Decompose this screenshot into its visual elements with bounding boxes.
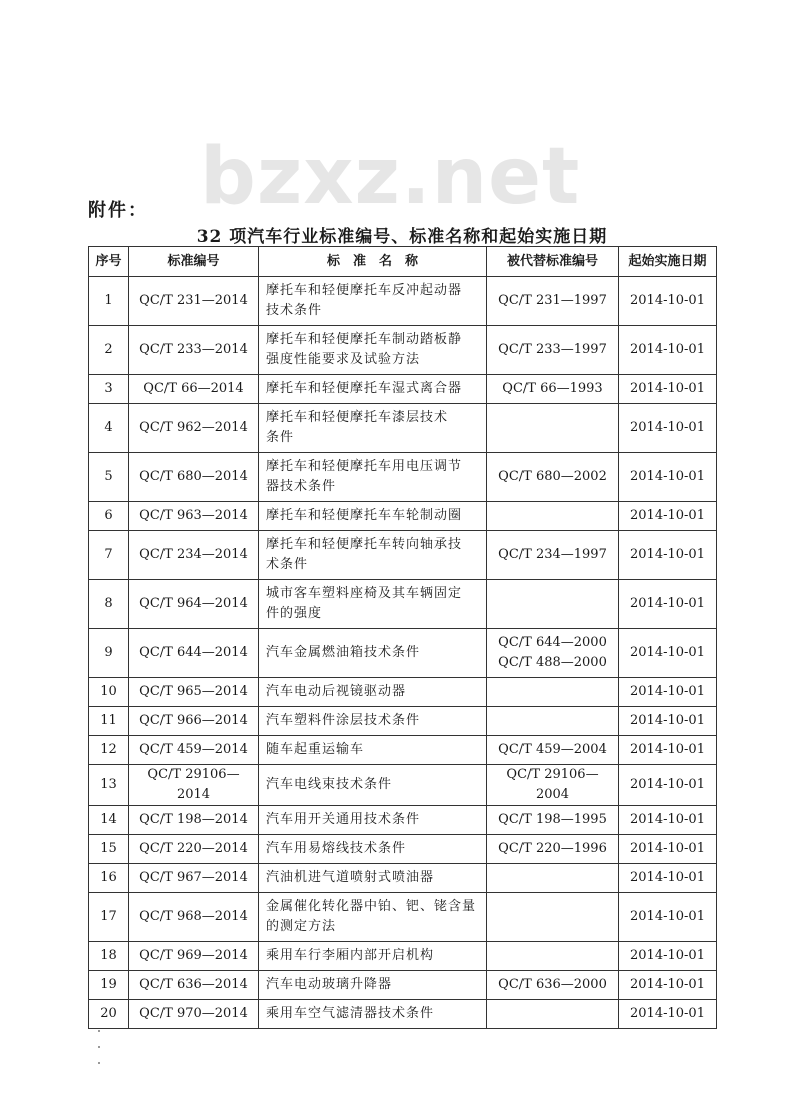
cell-index: 8 <box>89 580 129 629</box>
table-row <box>89 629 717 678</box>
std-name-line-1: 随车起重运输车 <box>266 742 365 757</box>
cell-replaced <box>487 765 619 806</box>
std-name-line-1: 乘用车空气滤清器技术条件 <box>266 1006 435 1021</box>
table-row <box>89 502 717 531</box>
cell-replaced <box>487 453 619 502</box>
cell-index: 20 <box>89 1000 129 1029</box>
std-name-line-2: 件的强度 <box>266 606 323 621</box>
std-name-line-2: 强度性能要求及试验方法 <box>266 352 421 367</box>
std-name-line-1: 汽车电动后视镜驱动器 <box>266 684 407 699</box>
cell-std-name <box>259 707 487 736</box>
cell-replaced <box>487 678 619 707</box>
cell-std-number: QC/T 968—2014 <box>129 893 259 942</box>
cell-effective-date: 2014-10-01 <box>619 277 717 326</box>
cell-replaced <box>487 1000 619 1029</box>
cell-std-number: QC/T 965—2014 <box>129 678 259 707</box>
cell-std-name <box>259 1000 487 1029</box>
cell-replaced <box>487 806 619 835</box>
table-row <box>89 531 717 580</box>
std-name-line-2: 条件 <box>266 430 295 445</box>
table-row <box>89 942 717 971</box>
cell-replaced <box>487 502 619 531</box>
cell-std-name <box>259 971 487 1000</box>
table-row <box>89 678 717 707</box>
cell-std-name <box>259 404 487 453</box>
cell-replaced <box>487 404 619 453</box>
cell-std-number: QC/T 636—2014 <box>129 971 259 1000</box>
std-name-line-1: 汽车用易熔线技术条件 <box>266 841 407 856</box>
cell-std-name <box>259 580 487 629</box>
cell-replaced <box>487 277 619 326</box>
cell-effective-date: 2014-10-01 <box>619 835 717 864</box>
replaced-line-1: QC/T 636—2000 <box>498 977 607 992</box>
watermark: bzxz.net <box>200 132 581 222</box>
cell-effective-date: 2014-10-01 <box>619 453 717 502</box>
std-name-line-2: 器技术条件 <box>266 479 337 494</box>
cell-std-number: QC/T 969—2014 <box>129 942 259 971</box>
table-header-row <box>89 247 717 277</box>
std-name-line-1: 摩托车和轻便摩托车湿式离合器 <box>266 381 463 396</box>
replaced-line-1: QC/T 29106—2004 <box>506 767 599 802</box>
table-row <box>89 765 717 806</box>
replaced-line-1: QC/T 231—1997 <box>498 293 607 308</box>
replaced-line-1: QC/T 234—1997 <box>498 547 607 562</box>
cell-std-number: QC/T 66—2014 <box>129 375 259 404</box>
replaced-line-1: QC/T 198—1995 <box>498 812 607 827</box>
cell-std-name <box>259 893 487 942</box>
cell-std-number: QC/T 963—2014 <box>129 502 259 531</box>
cell-std-number: QC/T 29106—2014 <box>129 765 259 806</box>
cell-std-number: QC/T 964—2014 <box>129 580 259 629</box>
cell-replaced <box>487 835 619 864</box>
cell-std-name <box>259 864 487 893</box>
cell-effective-date: 2014-10-01 <box>619 765 717 806</box>
table-row <box>89 1000 717 1029</box>
cell-std-name <box>259 502 487 531</box>
cell-std-name <box>259 765 487 806</box>
cell-std-number: QC/T 459—2014 <box>129 736 259 765</box>
cell-std-number: QC/T 967—2014 <box>129 864 259 893</box>
cell-std-number: QC/T 234—2014 <box>129 531 259 580</box>
cell-std-name <box>259 678 487 707</box>
replaced-line-1: QC/T 644—2000 <box>498 635 607 650</box>
table-row <box>89 806 717 835</box>
cell-index: 4 <box>89 404 129 453</box>
cell-replaced <box>487 375 619 404</box>
std-name-line-1: 摩托车和轻便摩托车反冲起动器 <box>266 283 463 298</box>
cell-index: 19 <box>89 971 129 1000</box>
replaced-line-1: QC/T 233—1997 <box>498 342 607 357</box>
table-body <box>89 277 717 1029</box>
col-header-effective-date: 起始实施日期 <box>619 247 717 277</box>
cell-std-number: QC/T 962—2014 <box>129 404 259 453</box>
std-name-line-1: 汽车用开关通用技术条件 <box>266 812 421 827</box>
attachment-label: 附件： <box>88 200 148 221</box>
replaced-line-1: QC/T 459—2004 <box>498 742 607 757</box>
table-row <box>89 736 717 765</box>
cell-index: 15 <box>89 835 129 864</box>
cell-effective-date: 2014-10-01 <box>619 893 717 942</box>
std-name-line-1: 金属催化转化器中铂、钯、铑含量 <box>266 899 477 914</box>
cell-std-name <box>259 736 487 765</box>
cell-index: 9 <box>89 629 129 678</box>
cell-index: 17 <box>89 893 129 942</box>
std-name-line-1: 摩托车和轻便摩托车制动踏板静 <box>266 332 463 347</box>
replaced-line-2: QC/T 488—2000 <box>498 655 607 670</box>
cell-index: 10 <box>89 678 129 707</box>
cell-index: 18 <box>89 942 129 971</box>
cell-std-name <box>259 375 487 404</box>
std-name-line-1: 汽油机进气道喷射式喷油器 <box>266 870 435 885</box>
cell-std-number: QC/T 198—2014 <box>129 806 259 835</box>
cell-std-number: QC/T 680—2014 <box>129 453 259 502</box>
std-name-line-1: 乘用车行李厢内部开启机构 <box>266 948 435 963</box>
cell-effective-date: 2014-10-01 <box>619 375 717 404</box>
table-row <box>89 326 717 375</box>
cell-effective-date: 2014-10-01 <box>619 629 717 678</box>
replaced-line-1: QC/T 66—1993 <box>502 381 603 396</box>
cell-std-name <box>259 806 487 835</box>
col-header-index: 序号 <box>89 247 129 277</box>
cell-std-name <box>259 531 487 580</box>
std-name-line-1: 城市客车塑料座椅及其车辆固定 <box>266 586 463 601</box>
standards-table <box>88 246 717 1029</box>
std-name-line-2: 术条件 <box>266 557 309 572</box>
cell-replaced <box>487 531 619 580</box>
cell-effective-date: 2014-10-01 <box>619 864 717 893</box>
cell-index: 6 <box>89 502 129 531</box>
table-row <box>89 277 717 326</box>
col-header-std-number: 标准编号 <box>129 247 259 277</box>
cell-effective-date: 2014-10-01 <box>619 502 717 531</box>
cell-std-number: QC/T 644—2014 <box>129 629 259 678</box>
cell-effective-date: 2014-10-01 <box>619 736 717 765</box>
std-name-line-2: 技术条件 <box>266 303 323 318</box>
cell-std-number: QC/T 966—2014 <box>129 707 259 736</box>
table-row <box>89 864 717 893</box>
replaced-line-1: QC/T 680—2002 <box>498 469 607 484</box>
cell-effective-date: 2014-10-01 <box>619 531 717 580</box>
cell-std-name <box>259 453 487 502</box>
std-name-line-1: 摩托车和轻便摩托车漆层技术 <box>266 410 449 425</box>
std-name-line-1: 汽车塑料件涂层技术条件 <box>266 713 421 728</box>
cell-effective-date: 2014-10-01 <box>619 678 717 707</box>
cell-index: 12 <box>89 736 129 765</box>
col-header-replaced: 被代替标准编号 <box>487 247 619 277</box>
cell-index: 7 <box>89 531 129 580</box>
table-row <box>89 707 717 736</box>
replaced-line-1: QC/T 220—1996 <box>498 841 607 856</box>
cell-effective-date: 2014-10-01 <box>619 326 717 375</box>
cell-std-number: QC/T 220—2014 <box>129 835 259 864</box>
cell-std-name <box>259 942 487 971</box>
std-name-line-1: 摩托车和轻便摩托车车轮制动圈 <box>266 508 463 523</box>
std-name-line-1: 汽车金属燃油箱技术条件 <box>266 645 421 660</box>
cell-effective-date: 2014-10-01 <box>619 806 717 835</box>
std-name-line-2: 的测定方法 <box>266 919 337 934</box>
cell-std-number: QC/T 233—2014 <box>129 326 259 375</box>
cell-index: 5 <box>89 453 129 502</box>
cell-effective-date: 2014-10-01 <box>619 707 717 736</box>
cell-effective-date: 2014-10-01 <box>619 971 717 1000</box>
table-row <box>89 580 717 629</box>
std-name-line-1: 摩托车和轻便摩托车转向轴承技 <box>266 537 463 552</box>
table-row <box>89 835 717 864</box>
cell-replaced <box>487 580 619 629</box>
table-row <box>89 453 717 502</box>
table-row <box>89 893 717 942</box>
col-header-std-name: 标 准 名 称 <box>259 247 487 277</box>
cell-replaced <box>487 326 619 375</box>
cell-index: 14 <box>89 806 129 835</box>
cell-effective-date: 2014-10-01 <box>619 942 717 971</box>
scan-specks <box>96 1030 102 1066</box>
cell-replaced <box>487 864 619 893</box>
cell-replaced <box>487 971 619 1000</box>
cell-replaced <box>487 893 619 942</box>
cell-replaced <box>487 736 619 765</box>
cell-replaced <box>487 707 619 736</box>
cell-index: 1 <box>89 277 129 326</box>
std-name-line-1: 汽车电动玻璃升降器 <box>266 977 393 992</box>
cell-replaced <box>487 942 619 971</box>
table-title: 32 项汽车行业标准编号、标准名称和起始实施日期 <box>196 227 608 247</box>
std-name-line-1: 汽车电线束技术条件 <box>266 777 393 792</box>
cell-replaced <box>487 629 619 678</box>
table-row <box>89 971 717 1000</box>
cell-effective-date: 2014-10-01 <box>619 580 717 629</box>
cell-std-number: QC/T 970—2014 <box>129 1000 259 1029</box>
cell-std-name <box>259 835 487 864</box>
cell-index: 2 <box>89 326 129 375</box>
cell-index: 16 <box>89 864 129 893</box>
cell-index: 11 <box>89 707 129 736</box>
table-row <box>89 375 717 404</box>
std-name-line-1: 摩托车和轻便摩托车用电压调节 <box>266 459 463 474</box>
table-row <box>89 404 717 453</box>
cell-std-name <box>259 326 487 375</box>
cell-index: 13 <box>89 765 129 806</box>
cell-index: 3 <box>89 375 129 404</box>
cell-std-name <box>259 277 487 326</box>
cell-effective-date: 2014-10-01 <box>619 404 717 453</box>
cell-std-name <box>259 629 487 678</box>
cell-std-number: QC/T 231—2014 <box>129 277 259 326</box>
cell-effective-date: 2014-10-01 <box>619 1000 717 1029</box>
